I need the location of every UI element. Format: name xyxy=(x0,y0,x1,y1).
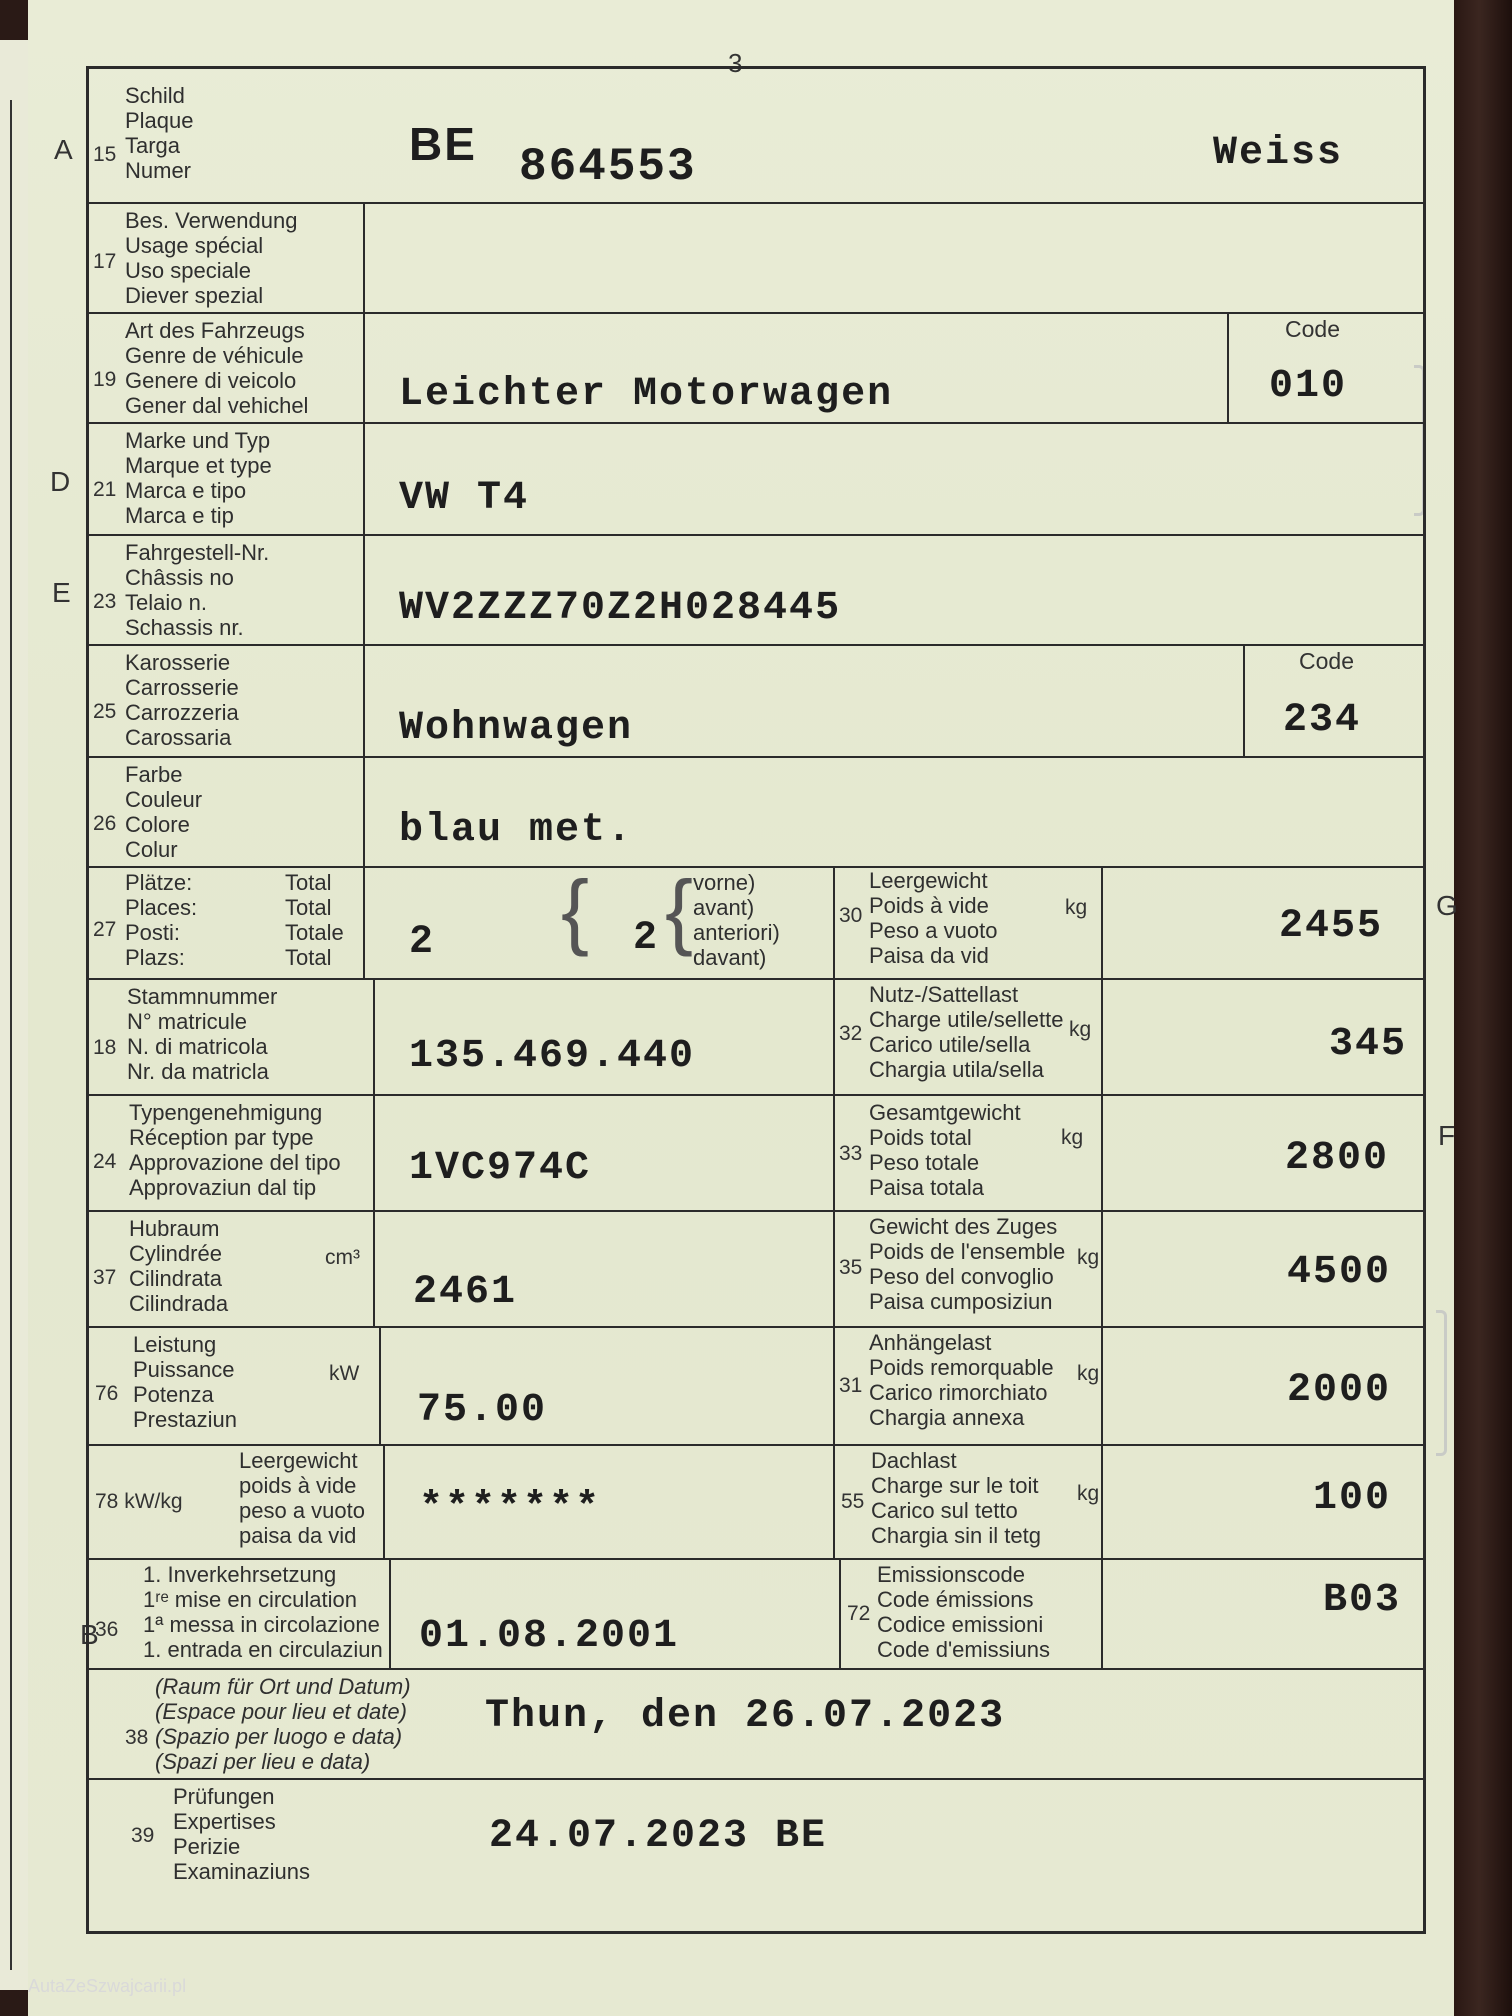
seats-labels: Plätze: Places: Posti: Plazs: xyxy=(125,870,198,970)
power-value: 75.00 xyxy=(417,1388,548,1433)
page-number: 3 xyxy=(728,48,743,78)
plate-number: 864553 xyxy=(519,141,697,193)
row-inspections xyxy=(89,1780,1423,1931)
row-power xyxy=(89,1328,1423,1446)
train-weight-value: 4500 xyxy=(1287,1250,1392,1295)
make-labels: Marke und Typ Marque et type Marca e tipo Marca e tip xyxy=(125,428,272,528)
emissions-value: B03 xyxy=(1323,1578,1402,1623)
place-date-labels: (Raum für Ort und Datum) (Espace pour lieu et date) (Spazio per luogo e data) (Spazi per lieu e data) xyxy=(155,1674,411,1774)
field-number: 37 xyxy=(93,1266,117,1289)
unit-label: kg xyxy=(1069,1018,1092,1041)
row-chassis xyxy=(89,536,1423,646)
plate-canton: BE xyxy=(409,118,477,170)
seats-front-labels: vorne) avant) anteriori) davant) xyxy=(693,870,780,970)
field-number: 31 xyxy=(839,1374,863,1397)
row-make xyxy=(89,424,1423,536)
field-number: 17 xyxy=(93,250,117,273)
trailer-load-value: 2000 xyxy=(1287,1368,1392,1413)
empty-weight-labels: Leergewicht Poids à vide Peso a vuoto Paisa da vid xyxy=(869,868,998,968)
power-labels: Leistung Puissance Potenza Prestaziun xyxy=(133,1332,237,1432)
chassis-labels: Fahrgestell-Nr. Châssis no Telaio n. Schassis nr. xyxy=(125,540,270,640)
code-label: Code xyxy=(1285,316,1340,342)
unit-label: cm³ xyxy=(325,1246,360,1269)
registration-document xyxy=(28,0,1458,2016)
row-displacement xyxy=(89,1212,1423,1328)
brace-icon: { xyxy=(665,863,694,957)
unit-label: kg xyxy=(1065,896,1088,919)
side-letter-a: A xyxy=(54,134,73,165)
row-body xyxy=(89,646,1423,758)
total-weight-value: 2800 xyxy=(1285,1136,1390,1181)
row-power-weight xyxy=(89,1446,1423,1560)
row-special-use xyxy=(89,204,1423,314)
field-number: 72 xyxy=(847,1602,871,1625)
field-number: 30 xyxy=(839,904,863,927)
field-number: 36 xyxy=(95,1618,119,1641)
form-grid xyxy=(86,66,1426,1934)
row-vehicle-type xyxy=(89,314,1423,424)
row-seats xyxy=(89,863,1423,980)
code-label: Code xyxy=(1299,648,1354,674)
staple-bottom xyxy=(1436,1310,1447,1456)
row-place-date xyxy=(89,1670,1423,1780)
field-number: 26 xyxy=(93,812,117,835)
field-number: 35 xyxy=(839,1256,863,1279)
chassis-value: WV2ZZZ70Z2H028445 xyxy=(399,586,842,631)
unit-label: kg xyxy=(1077,1482,1100,1505)
make-value: VW T4 xyxy=(399,476,530,521)
emissions-labels: Emissionscode Code émissions Codice emissioni Code d'emissiuns xyxy=(877,1562,1050,1662)
special-use-labels: Bes. Verwendung Usage spécial Uso speciale Diever spezial xyxy=(125,208,298,308)
field-number: 21 xyxy=(93,478,117,501)
side-letter-b: B xyxy=(80,1619,99,1650)
plate-color: Weiss xyxy=(1213,131,1344,176)
field-number: 78 kW/kg xyxy=(95,1490,183,1513)
side-letter-d: D xyxy=(50,466,71,497)
first-registration-value: 01.08.2001 xyxy=(419,1614,680,1659)
row-type-approval xyxy=(89,1096,1423,1212)
left-page-edge xyxy=(0,40,30,1990)
row-first-registration xyxy=(89,1560,1423,1670)
seats-total-value: 2 xyxy=(409,920,436,965)
type-approval-value: 1VC974C xyxy=(409,1146,592,1191)
train-weight-labels: Gewicht des Zuges Poids de l'ensemble Peso del convoglio Paisa cumposiziun xyxy=(869,1214,1066,1314)
field-number: 19 xyxy=(93,368,117,391)
field-number: 38 xyxy=(125,1726,149,1749)
color-value: blau met. xyxy=(399,808,634,853)
seats-front-value: 2 xyxy=(633,916,660,961)
displacement-labels: Hubraum Cylindrée Cilindrata Cilindrada xyxy=(129,1216,229,1316)
power-weight-labels: Leergewicht poids à vide peso a vuoto paisa da vid xyxy=(239,1448,365,1548)
color-labels: Farbe Couleur Colore Colur xyxy=(125,762,203,862)
roof-load-labels: Dachlast Charge sur le toit Carico sul tetto Chargia sin il tetg xyxy=(871,1448,1041,1548)
vehicle-type-value: Leichter Motorwagen xyxy=(399,372,894,417)
field-number: 15 xyxy=(93,143,117,166)
side-letter-e: E xyxy=(52,577,71,608)
field-number: 24 xyxy=(93,1150,117,1173)
vehicle-type-code: 010 xyxy=(1269,364,1348,409)
field-number: 55 xyxy=(841,1490,865,1513)
unit-label: kg xyxy=(1061,1126,1084,1149)
field-number: 23 xyxy=(93,590,117,613)
row-plate xyxy=(89,69,1423,204)
field-number: 76 xyxy=(95,1382,119,1405)
seats-total-labels: Total Total Totale Total xyxy=(285,870,344,970)
type-approval-labels: Typengenehmigung Réception par type Approvazione del tipo Approvaziun dal tip xyxy=(129,1100,341,1200)
field-number: 32 xyxy=(839,1022,863,1045)
field-number: 18 xyxy=(93,1036,117,1059)
field-number: 27 xyxy=(93,918,117,941)
row-id-number xyxy=(89,980,1423,1096)
first-registration-labels: 1. Inverkehrsetzung 1ʳᵉ mise en circulation 1ª messa in circolazione 1. entrada en circulaziun xyxy=(143,1562,383,1662)
row-color xyxy=(89,758,1423,868)
place-date-value: Thun, den 26.07.2023 xyxy=(485,1694,1006,1739)
brace-icon: { xyxy=(561,863,590,957)
inspections-value: 24.07.2023 BE xyxy=(489,1814,828,1859)
side-letter-g: G xyxy=(1436,890,1458,921)
unit-label: kW xyxy=(329,1362,360,1385)
trailer-load-labels: Anhängelast Poids remorquable Carico rimorchiato Chargia annexa xyxy=(869,1330,1054,1430)
empty-weight-value: 2455 xyxy=(1279,904,1384,949)
field-number: 25 xyxy=(93,700,117,723)
payload-value: 345 xyxy=(1329,1022,1408,1067)
displacement-value: 2461 xyxy=(413,1270,518,1315)
body-code: 234 xyxy=(1283,698,1362,743)
total-weight-labels: Gesamtgewicht Poids total Peso totale Paisa totala xyxy=(869,1100,1021,1200)
id-number-labels: Stammnummer N° matricule N. di matricola Nr. da matricla xyxy=(127,984,278,1084)
field-number: 33 xyxy=(839,1142,863,1165)
inspections-labels: Prüfungen Expertises Perizie Examinaziuns xyxy=(173,1784,310,1884)
power-weight-value: ******* xyxy=(419,1486,602,1531)
body-value: Wohnwagen xyxy=(399,706,634,751)
body-labels: Karosserie Carrosserie Carrozzeria Carossaria xyxy=(125,650,239,750)
payload-labels: Nutz-/Sattellast Charge utile/sellette Carico utile/sella Chargia utila/sella xyxy=(869,982,1064,1082)
field-number: 39 xyxy=(131,1824,155,1847)
watermark: AutaZeSzwajcarii.pl xyxy=(28,1976,187,1996)
vehicle-type-labels: Art des Fahrzeugs Genre de véhicule Genere di veicolo Gener dal vehichel xyxy=(125,318,309,418)
side-letter-f: F xyxy=(1438,1120,1456,1151)
roof-load-value: 100 xyxy=(1313,1476,1392,1521)
unit-label: kg xyxy=(1077,1246,1100,1269)
unit-label: kg xyxy=(1077,1362,1100,1385)
id-number-value: 135.469.440 xyxy=(409,1034,696,1079)
plate-labels: Schild Plaque Targa Numer xyxy=(125,83,194,183)
